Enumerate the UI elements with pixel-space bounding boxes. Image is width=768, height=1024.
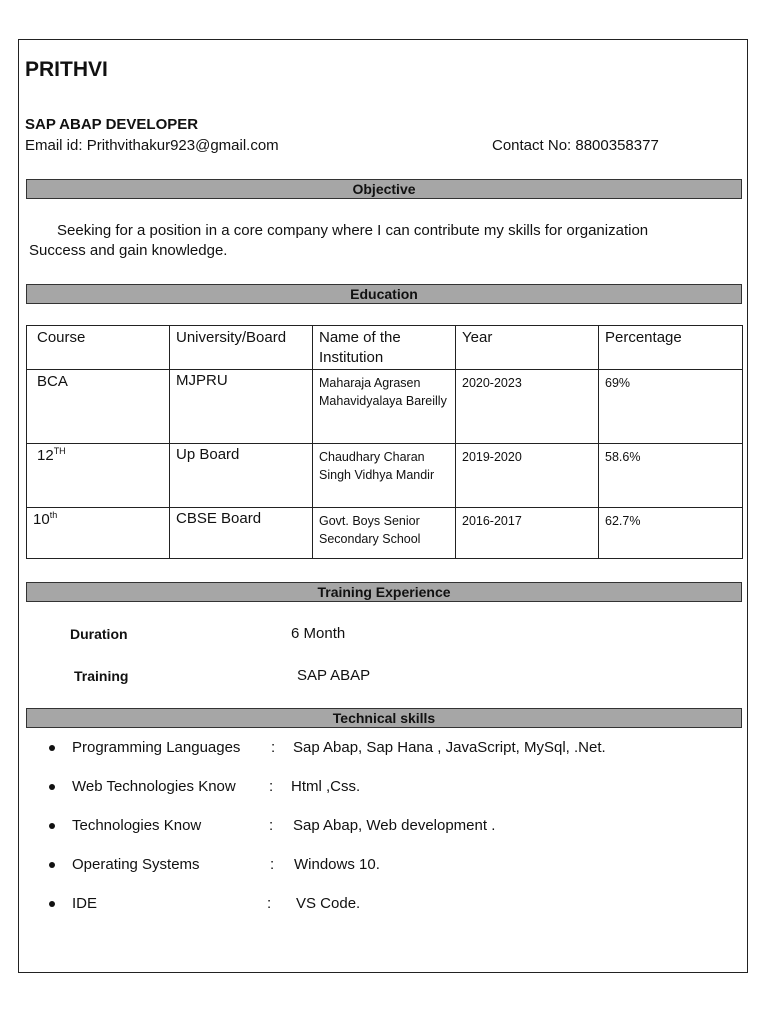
- skills-heading: Technical skills: [26, 708, 742, 728]
- job-role: SAP ABAP DEVELOPER: [25, 116, 199, 133]
- training-value: SAP ABAP: [297, 667, 371, 684]
- institution-cell: Maharaja Agrasen Mahavidyalaya Bareilly: [313, 370, 456, 444]
- year-cell: 2020-2023: [456, 370, 599, 444]
- year-cell: 2016-2017: [456, 508, 599, 559]
- skill-value: VS Code.: [296, 895, 361, 912]
- bullet-icon: [49, 745, 55, 751]
- email-label: Email id:: [25, 137, 83, 154]
- objective-heading: Objective: [26, 179, 742, 199]
- objective-line-2: Success and gain knowledge.: [29, 242, 228, 259]
- bullet-icon: [49, 862, 55, 868]
- table-row: [27, 444, 743, 508]
- colon-separator: :: [270, 856, 275, 873]
- contact-number: Contact No: 8800358377: [492, 137, 659, 154]
- skill-label: Technologies Know: [72, 817, 202, 834]
- table-row: [27, 370, 743, 444]
- resume-page: [18, 39, 748, 973]
- table-row: [27, 508, 743, 559]
- education-header-row: [27, 326, 743, 370]
- skill-label: Operating Systems: [72, 856, 200, 873]
- duration-label: Duration: [70, 626, 128, 642]
- course-cell: 12TH: [27, 444, 170, 508]
- board-cell: MJPRU: [170, 370, 313, 444]
- header-percentage: Percentage: [599, 326, 743, 370]
- education-table: [26, 325, 743, 559]
- percentage-cell: 58.6%: [599, 444, 743, 508]
- skill-value: Sap Abap, Web development .: [293, 817, 496, 834]
- institution-cell: Chaudhary Charan Singh Vidhya Mandir: [313, 444, 456, 508]
- objective-text: [29, 221, 729, 261]
- skill-value: Html ,Css.: [291, 778, 361, 795]
- email-value: Prithvithakur923@gmail.com: [86, 137, 279, 154]
- colon-separator: :: [269, 778, 274, 795]
- bullet-icon: [49, 823, 55, 829]
- course-cell: 10th: [27, 508, 170, 559]
- skill-label: Web Technologies Know: [72, 778, 236, 795]
- colon-separator: :: [271, 739, 276, 756]
- year-cell: 2019-2020: [456, 444, 599, 508]
- email-line: [25, 137, 279, 154]
- training-label: Training: [74, 668, 129, 684]
- education-heading: Education: [26, 284, 742, 304]
- skill-label: Programming Languages: [72, 739, 241, 756]
- skill-label: IDE: [72, 895, 98, 912]
- colon-separator: :: [269, 817, 274, 834]
- header-course: Course: [27, 326, 170, 370]
- header-institution: Name of the Institution: [313, 326, 456, 370]
- percentage-cell: 62.7%: [599, 508, 743, 559]
- bullet-icon: [49, 784, 55, 790]
- objective-line-1: Seeking for a position in a core company where I can contribute my skills for organization: [57, 222, 649, 239]
- board-cell: CBSE Board: [170, 508, 313, 559]
- header-year: Year: [456, 326, 599, 370]
- percentage-cell: 69%: [599, 370, 743, 444]
- course-cell: BCA: [27, 370, 170, 444]
- colon-separator: :: [267, 895, 272, 912]
- duration-value: 6 Month: [291, 625, 346, 642]
- training-heading: Training Experience: [26, 582, 742, 602]
- skill-value: Windows 10.: [294, 856, 380, 873]
- board-cell: Up Board: [170, 444, 313, 508]
- header-board: University/Board: [170, 326, 313, 370]
- institution-cell: Govt. Boys Senior Secondary School: [313, 508, 456, 559]
- bullet-icon: [49, 901, 55, 907]
- candidate-name: PRITHVI: [25, 58, 108, 81]
- skill-value: Sap Abap, Sap Hana , JavaScript, MySql, .Net.: [293, 739, 606, 756]
